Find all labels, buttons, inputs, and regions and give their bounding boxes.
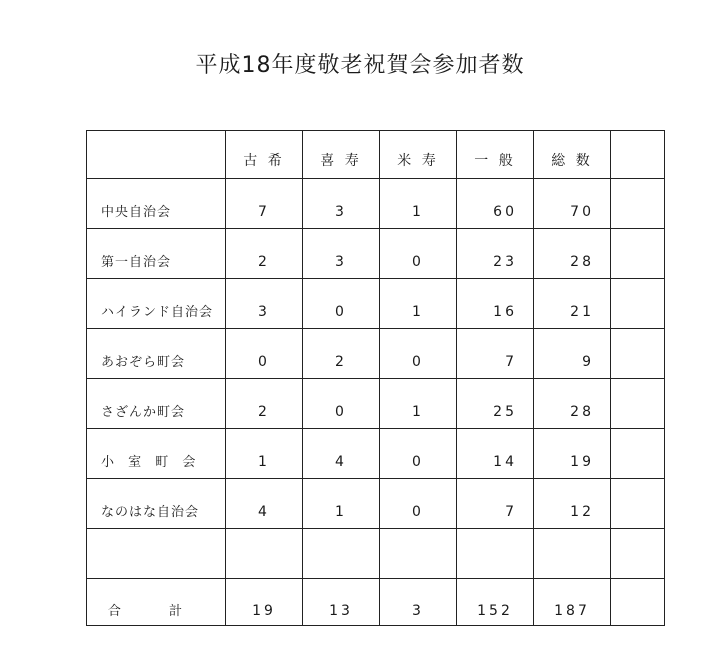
cell-koki: 7 (226, 179, 303, 229)
cell-kiju: 2 (303, 329, 380, 379)
cell-koki: 4 (226, 479, 303, 529)
table-row (87, 229, 665, 279)
table-header-row (87, 131, 665, 179)
total-total: 187 (534, 579, 611, 626)
cell-beiju: 1 (380, 379, 457, 429)
blank-cell (611, 279, 665, 329)
blank-cell (611, 479, 665, 529)
blank-cell (611, 179, 665, 229)
cell-koki: 1 (226, 429, 303, 479)
blank-cell (457, 529, 534, 579)
blank-cell (226, 529, 303, 579)
cell-beiju: 0 (380, 329, 457, 379)
cell-beiju: 0 (380, 229, 457, 279)
cell-beiju: 0 (380, 479, 457, 529)
cell-ippan: 14 (457, 429, 534, 479)
cell-ippan: 16 (457, 279, 534, 329)
header-ippan: 一 般 (457, 131, 534, 179)
table-row (87, 279, 665, 329)
table-row (87, 379, 665, 429)
cell-beiju: 1 (380, 279, 457, 329)
table-row (87, 329, 665, 379)
cell-koki: 2 (226, 379, 303, 429)
header-blank-cell (611, 131, 665, 179)
table-row (87, 179, 665, 229)
blank-cell (611, 429, 665, 479)
total-beiju: 3 (380, 579, 457, 626)
cell-ippan: 7 (457, 479, 534, 529)
cell-ippan: 7 (457, 329, 534, 379)
row-name: 第一自治会 (87, 229, 226, 279)
row-name: あおぞら町会 (87, 329, 226, 379)
blank-cell (87, 529, 226, 579)
blank-cell (303, 529, 380, 579)
row-name: ハイランド自治会 (87, 279, 226, 329)
cell-total: 28 (534, 379, 611, 429)
blank-cell (534, 529, 611, 579)
blank-cell (611, 529, 665, 579)
cell-ippan: 60 (457, 179, 534, 229)
row-name: なのはな自治会 (87, 479, 226, 529)
total-label: 合 計 (87, 579, 226, 626)
blank-cell (380, 529, 457, 579)
cell-total: 9 (534, 329, 611, 379)
cell-kiju: 0 (303, 379, 380, 429)
row-name: 小 室 町 会 (87, 429, 226, 479)
row-name: 中央自治会 (87, 179, 226, 229)
table-row (87, 479, 665, 529)
cell-total: 70 (534, 179, 611, 229)
header-kiju: 喜 寿 (303, 131, 380, 179)
table-row (87, 429, 665, 479)
cell-kiju: 3 (303, 229, 380, 279)
cell-kiju: 3 (303, 179, 380, 229)
cell-ippan: 23 (457, 229, 534, 279)
header-corner-cell (87, 131, 226, 179)
cell-total: 21 (534, 279, 611, 329)
cell-total: 28 (534, 229, 611, 279)
cell-total: 12 (534, 479, 611, 529)
blank-cell (611, 229, 665, 279)
cell-ippan: 25 (457, 379, 534, 429)
participants-table (86, 130, 665, 626)
header-beiju: 米 寿 (380, 131, 457, 179)
cell-koki: 3 (226, 279, 303, 329)
empty-row (87, 529, 665, 579)
row-name: さざんか町会 (87, 379, 226, 429)
page-title: 平成18年度敬老祝賀会参加者数 (195, 53, 525, 78)
cell-kiju: 1 (303, 479, 380, 529)
cell-koki: 0 (226, 329, 303, 379)
header-total: 総 数 (534, 131, 611, 179)
blank-cell (611, 379, 665, 429)
total-row (87, 579, 665, 626)
cell-kiju: 4 (303, 429, 380, 479)
total-ippan: 152 (457, 579, 534, 626)
cell-kiju: 0 (303, 279, 380, 329)
cell-koki: 2 (226, 229, 303, 279)
cell-beiju: 1 (380, 179, 457, 229)
total-koki: 19 (226, 579, 303, 626)
cell-beiju: 0 (380, 429, 457, 479)
blank-cell (611, 329, 665, 379)
cell-total: 19 (534, 429, 611, 479)
blank-cell (611, 579, 665, 626)
header-koki: 古 希 (226, 131, 303, 179)
total-kiju: 13 (303, 579, 380, 626)
